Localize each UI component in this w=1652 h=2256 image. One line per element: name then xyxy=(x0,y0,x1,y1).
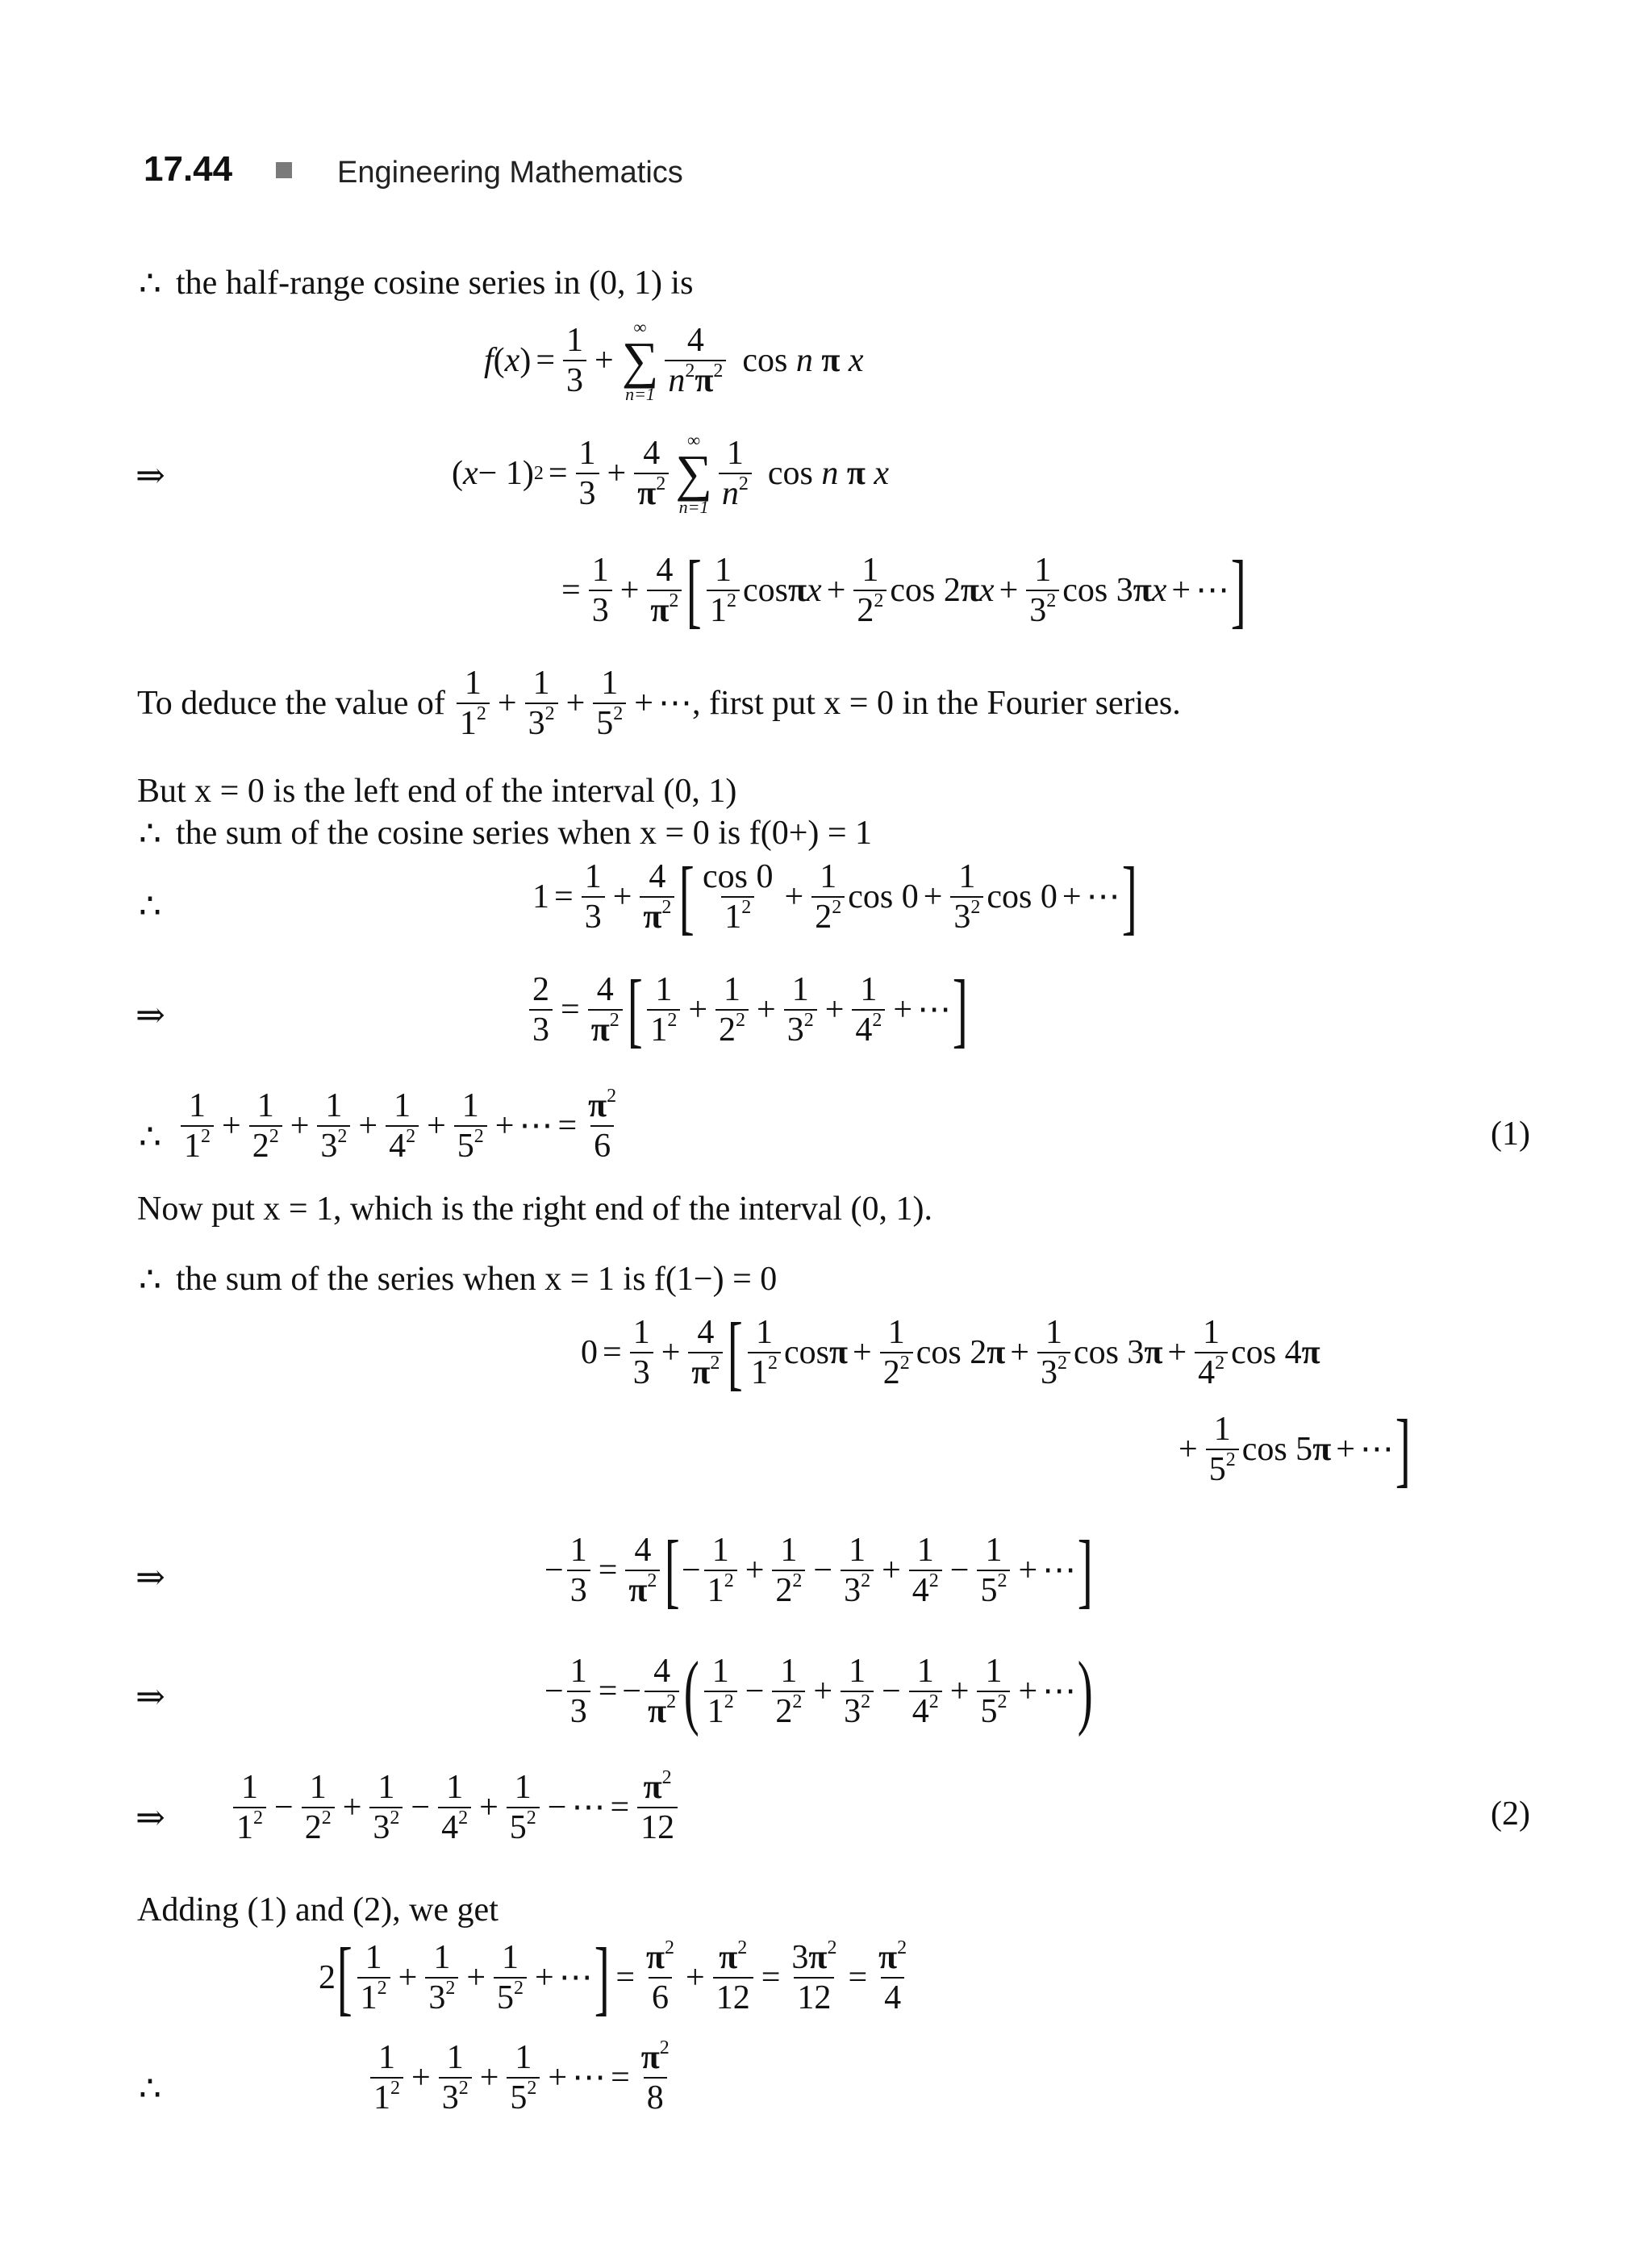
equation-label-2: (2) xyxy=(1491,1795,1530,1833)
therefore-symbol: ∴ xyxy=(139,886,161,926)
sum-right-line: the sum of the series when x = 1 is f(1−) = 0 xyxy=(176,1261,778,1298)
book-title: Engineering Mathematics xyxy=(337,156,683,190)
implies-symbol: ⇒ xyxy=(136,456,165,495)
adding-line: Adding (1) and (2), we get xyxy=(137,1891,499,1929)
x-one-substitution-equation: 0 = $\frac{1}{3}$ + $\frac{4}{\pi^2}$ [ 1 $1^2$ cos π + $\frac{1}{2^2}$ cos 2 π + $\frac{1}{3^2}$ cos 3 π + $\frac{1}{4^2}$ cos 4 π xyxy=(581,1306,1320,1399)
two-thirds-equation: $\frac{2}{3}$ = $\frac{4}{\pi^2}$ [ 1 $1^2$ + $\frac{1}{2^2}$ + $\frac{1}{3^2}$ + $\frac{1}{4^2}$ + ⋯ ] xyxy=(526,968,970,1052)
implies-symbol: ⇒ xyxy=(136,995,165,1035)
deduce-text-pre: To deduce the value of xyxy=(137,685,445,722)
intro-line: the half-range cosine series in (0, 1) is xyxy=(176,265,694,302)
alternating-sum-equation: 1 $1^2$ − $\frac{1}{2^2}$ + $\frac{1}{3^2}$ − $\frac{1}{4^2}$ + $\frac{1}{5^2}$ − ⋯ = $\frac{\pi^2}{12}$ xyxy=(230,1770,681,1845)
equation-label-1: (1) xyxy=(1491,1115,1530,1153)
x-minus-one-squared-equation: ( x − 1) 2 = $\frac{1}{3}$ + $\frac{4}{\pi^2}$ ∞ ∑ n=1 1 $n^2$ cos n π x xyxy=(452,430,890,517)
negative-one-third-equation: − $\frac{1}{3}$ = $\frac{4}{\pi^2}$ [ − 1 $1^2$ + $\frac{1}{2^2}$ − $\frac{1}{3^2}$ + $\frac{1}{4^2}$ − $\frac{1}{5^2}$ + ⋯ ] xyxy=(544,1524,1094,1616)
fx-series-equation: f ( x ) = $\frac{1}{3}$ + ∞ ∑ n=1 4 $n^2\pi^2$ cos n π x xyxy=(484,317,864,404)
x-zero-substitution-equation: 1 = $\frac{1}{3}$ + $\frac{4}{\pi^2}$ [ cos 0 $1^2$ + $\frac{1}{2^2}$ cos 0 + $\frac{1}{3^2}$ cos 0 + ⋯ ] xyxy=(532,850,1137,943)
basel-sum-equation: 1 $1^2$ + $\frac{1}{2^2}$ + $\frac{1}{3^2}$ + $\frac{1}{4^2}$ + $\frac{1}{5^2}$ + ⋯ = $\frac{\pi^2}{6}$ xyxy=(177,1089,623,1163)
x-one-substitution-continuation: + $\frac{1}{5^2}$ cos 5 π + ⋯ ] xyxy=(1179,1403,1411,1495)
therefore-symbol: ∴ xyxy=(139,1117,161,1157)
odd-squares-sum-equation: 1 $1^2$ + $\frac{1}{3^2}$ + $\frac{1}{5^2}$ + ⋯ = $\frac{\pi^2}{8}$ xyxy=(367,2041,676,2115)
therefore-symbol: ∴ xyxy=(139,814,161,853)
therefore-symbol: ∴ xyxy=(139,264,161,303)
left-end-line: But x = 0 is the left end of the interval (0, 1) xyxy=(137,773,737,810)
therefore-symbol: ∴ xyxy=(139,2069,161,2108)
right-end-line: Now put x = 1, which is the right end of the interval (0, 1). xyxy=(137,1191,932,1228)
sum-of-equations: 2 [ 1 $1^2$ + $\frac{1}{3^2}$ + $\frac{1}{5^2}$ + ⋯ ] = $\frac{\pi^2}{6}$ + $\frac{\pi^2}{12}$ = $\frac{3\pi^2}{12}$ = $\frac{\pi^2}{4}$ xyxy=(319,1931,907,2024)
implies-symbol: ⇒ xyxy=(136,1798,165,1837)
therefore-symbol: ∴ xyxy=(139,1260,161,1299)
implies-symbol: ⇒ xyxy=(136,1677,165,1716)
header-square-icon xyxy=(276,162,292,178)
deduce-line: To deduce the value of 1 $1^2$ + $\frac{1}{3^2}$ + $\frac{1}{5^2}$ + ⋯ , first put x = 0 in the Fourier series. xyxy=(137,665,1181,742)
negated-bracket-equation: − $\frac{1}{3}$ = − $\frac{4}{\pi^2}$ ( 1 $1^2$ − $\frac{1}{2^2}$ + $\frac{1}{3^2}$ − $\frac{1}{4^2}$ + $\frac{1}{5^2}$ + ⋯ ) xyxy=(544,1645,1094,1737)
implies-symbol: ⇒ xyxy=(136,1558,165,1597)
sum-left-line: the sum of the cosine series when x = 0 is f(0+) = 1 xyxy=(176,815,873,852)
deduce-text-post: , first put x = 0 in the Fourier series. xyxy=(691,685,1181,722)
page-number: 17.44 xyxy=(144,149,233,189)
expanded-series-equation: = $\frac{1}{3}$ + $\frac{4}{\pi^2}$ [ 1 $1^2$ cos π x + $\frac{1}{2^2}$ cos 2 π x + $\frac{1}{3^2}$ cos 3 π x + ⋯ ] xyxy=(561,544,1246,636)
